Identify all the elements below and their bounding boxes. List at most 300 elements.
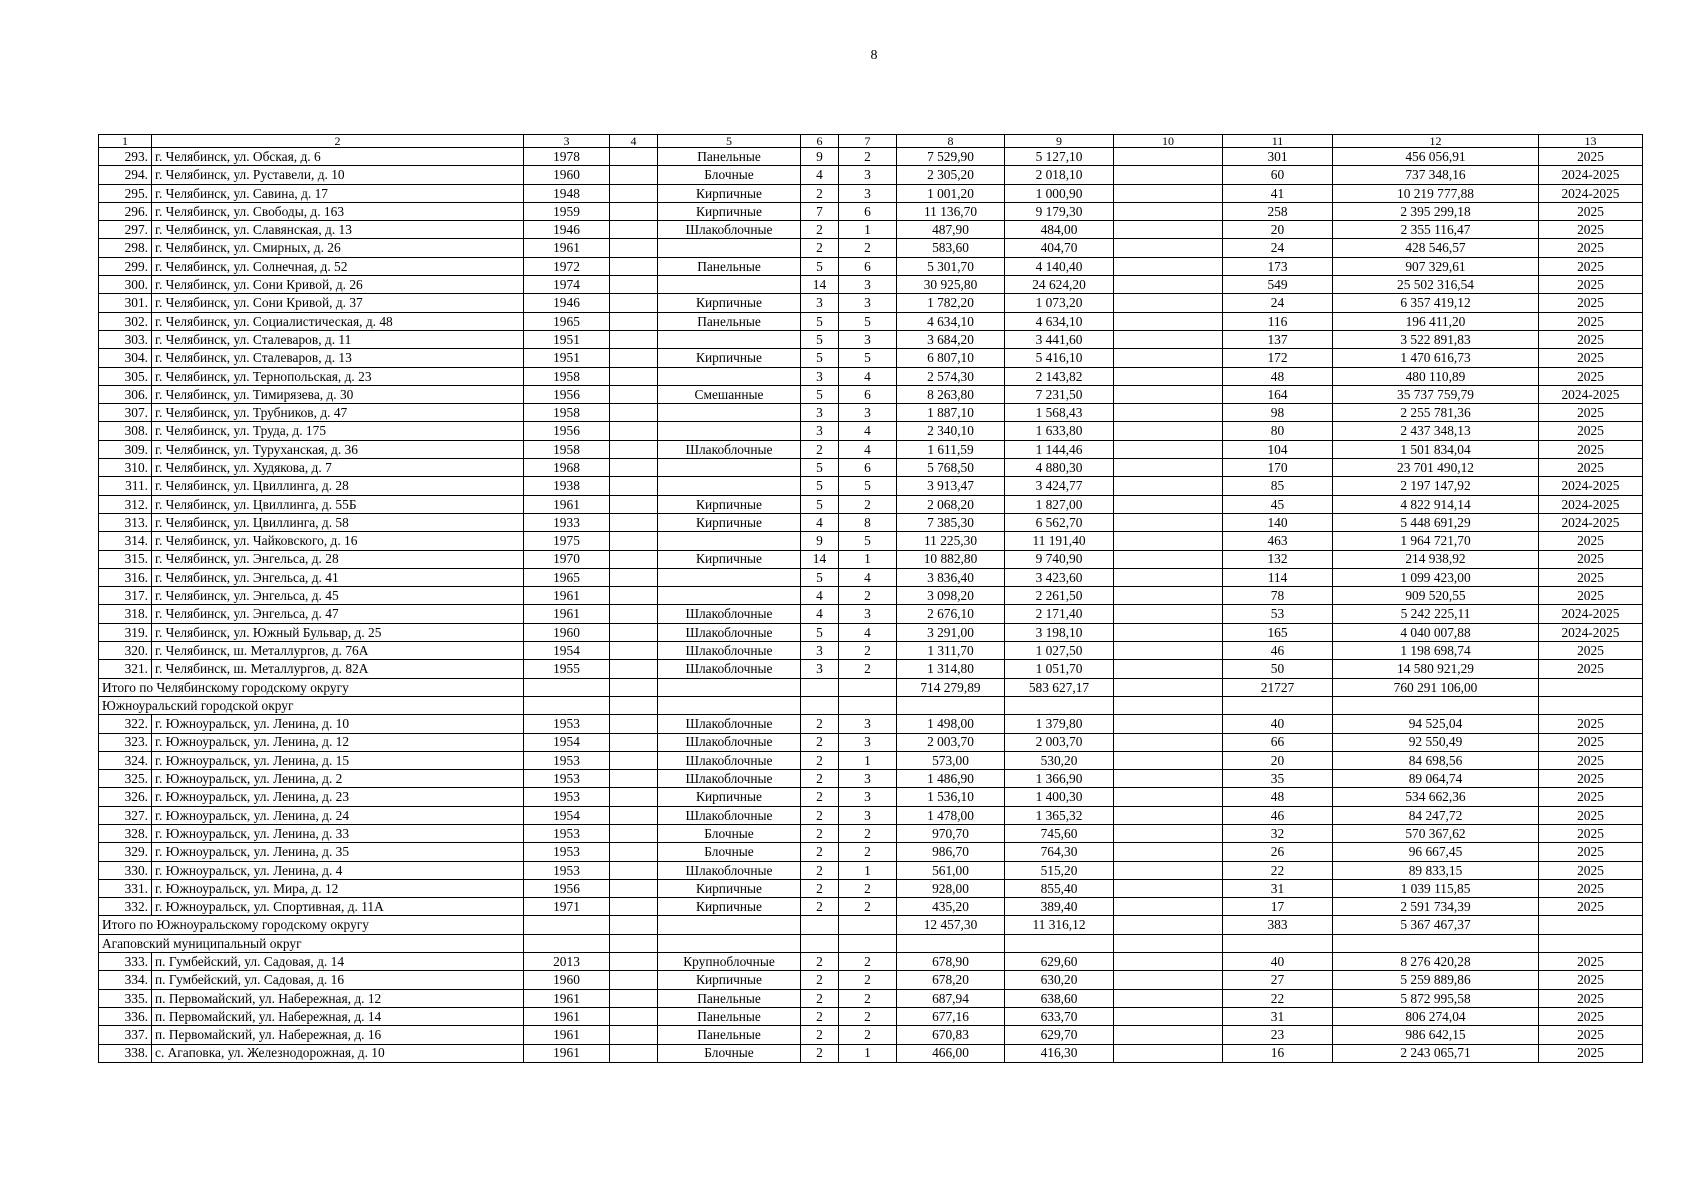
empty-cell: [658, 696, 801, 714]
cell-living-area: 630,20: [1005, 971, 1114, 989]
cell-total-area: 4 634,10: [897, 312, 1005, 330]
cell-entrances: 6: [839, 385, 897, 403]
cell-residents: 24: [1223, 239, 1333, 257]
cell-living-area: 2 018,10: [1005, 166, 1114, 184]
cell-floors: 5: [801, 385, 839, 403]
cell-row-number: 319.: [99, 623, 152, 641]
cell-cost: 1 964 721,70: [1333, 532, 1539, 550]
cell-floors: 2: [801, 843, 839, 861]
cell-col-10: [1114, 184, 1223, 202]
cell-entrances: 3: [839, 184, 897, 202]
cell-row-number: 313.: [99, 513, 152, 531]
table-row: [99, 239, 1643, 257]
cell-living-area: 11 316,12: [1005, 916, 1114, 934]
empty-cell: [1005, 696, 1114, 714]
cell-row-number: 310.: [99, 459, 152, 477]
cell-col-10: [1114, 349, 1223, 367]
cell-address: г. Челябинск, ул. Труда, д. 175: [152, 422, 524, 440]
cell-cost: 2 255 781,36: [1333, 404, 1539, 422]
cell-total-area: 11 136,70: [897, 202, 1005, 220]
cell-floors: 9: [801, 532, 839, 550]
cell-total-area: 6 807,10: [897, 349, 1005, 367]
cell-floors: 5: [801, 330, 839, 348]
cell-cost: 2 243 065,71: [1333, 1044, 1539, 1062]
cell-residents: 41: [1223, 184, 1333, 202]
cell-living-area: 2 003,70: [1005, 733, 1114, 751]
cell-year-built: 1933: [524, 513, 610, 531]
cell-address: г. Южноуральск, ул. Спортивная, д. 11А: [152, 898, 524, 916]
cell-residents: 80: [1223, 422, 1333, 440]
empty-cell: [1114, 696, 1223, 714]
cell-address: г. Челябинск, ул. Социалистическая, д. 48: [152, 312, 524, 330]
cell-year-built: 1953: [524, 715, 610, 733]
cell-living-area: 7 231,50: [1005, 385, 1114, 403]
cell-col-10: [1114, 477, 1223, 495]
cell-entrances: 4: [839, 440, 897, 458]
cell-year-built: 1970: [524, 550, 610, 568]
cell-floors: 2: [801, 898, 839, 916]
cell-wall-material: Кирпичные: [658, 788, 801, 806]
cell-floors: [801, 916, 839, 934]
cell-floors: 5: [801, 257, 839, 275]
cell-col-10: [1114, 404, 1223, 422]
cell-year-built: 1978: [524, 148, 610, 166]
cell-cost: 89 064,74: [1333, 770, 1539, 788]
cell-living-area: 11 191,40: [1005, 532, 1114, 550]
empty-cell: [524, 696, 610, 714]
cell-living-area: 24 624,20: [1005, 276, 1114, 294]
cell-floors: 5: [801, 312, 839, 330]
cell-period: [1539, 678, 1643, 696]
cell-cost: 84 247,72: [1333, 806, 1539, 824]
cell-cost: 92 550,49: [1333, 733, 1539, 751]
cell-period: 2025: [1539, 257, 1643, 275]
empty-cell: [610, 696, 658, 714]
cell-wall-material: [658, 568, 801, 586]
cell-wall-material: Кирпичные: [658, 898, 801, 916]
cell-total-area: 1 486,90: [897, 770, 1005, 788]
cell-row-number: 332.: [99, 898, 152, 916]
cell-living-area: 745,60: [1005, 824, 1114, 842]
cell-row-number: 318.: [99, 605, 152, 623]
cell-residents: 137: [1223, 330, 1333, 348]
cell-address: п. Первомайский, ул. Набережная, д. 16: [152, 1026, 524, 1044]
cell-row-number: 306.: [99, 385, 152, 403]
cell-entrances: 3: [839, 806, 897, 824]
cell-living-area: 9 740,90: [1005, 550, 1114, 568]
cell-row-number: 294.: [99, 166, 152, 184]
cell-floors: 7: [801, 202, 839, 220]
cell-col-10: [1114, 642, 1223, 660]
cell-cost: 428 546,57: [1333, 239, 1539, 257]
cell-col-10: [1114, 276, 1223, 294]
cell-floors: 2: [801, 184, 839, 202]
cell-col-10: [1114, 660, 1223, 678]
total-label: Итого по Южноуральскому городскому округу: [99, 916, 524, 934]
cell-address: г. Челябинск, ул. Сони Кривой, д. 37: [152, 294, 524, 312]
cell-wall-material: [658, 422, 801, 440]
cell-wall-material: Кирпичные: [658, 513, 801, 531]
cell-cost: 94 525,04: [1333, 715, 1539, 733]
cell-col-4: [610, 385, 658, 403]
cell-entrances: 4: [839, 367, 897, 385]
cell-wall-material: Кирпичные: [658, 349, 801, 367]
section-label: Южноуральский городской округ: [99, 696, 524, 714]
table-row: [99, 623, 1643, 641]
cell-living-area: 1 379,80: [1005, 715, 1114, 733]
cell-wall-material: Панельные: [658, 989, 801, 1007]
cell-col-4: [610, 422, 658, 440]
cell-floors: [801, 678, 839, 696]
cell-address: г. Челябинск, ул. Савина, д. 17: [152, 184, 524, 202]
table-row: [99, 642, 1643, 660]
cell-year-built: 1951: [524, 330, 610, 348]
cell-year-built: 1972: [524, 257, 610, 275]
cell-col-10: [1114, 367, 1223, 385]
cell-total-area: 583,60: [897, 239, 1005, 257]
cell-residents: 48: [1223, 788, 1333, 806]
table-row: [99, 459, 1643, 477]
cell-col-10: [1114, 1026, 1223, 1044]
cell-period: 2025: [1539, 843, 1643, 861]
cell-entrances: 2: [839, 989, 897, 1007]
cell-cost: 5 872 995,58: [1333, 989, 1539, 1007]
cell-cost: 5 367 467,37: [1333, 916, 1539, 934]
cell-year-built: 1974: [524, 276, 610, 294]
cell-floors: 2: [801, 770, 839, 788]
cell-floors: 2: [801, 989, 839, 1007]
cell-col-10: [1114, 678, 1223, 696]
cell-col-10: [1114, 459, 1223, 477]
cell-residents: 26: [1223, 843, 1333, 861]
cell-col-4: [610, 916, 658, 934]
cell-address: г. Челябинск, ул. Трубников, д. 47: [152, 404, 524, 422]
cell-floors: 5: [801, 477, 839, 495]
cell-row-number: 304.: [99, 349, 152, 367]
cell-entrances: 3: [839, 276, 897, 294]
cell-col-10: [1114, 312, 1223, 330]
cell-address: г. Челябинск, ул. Туруханская, д. 36: [152, 440, 524, 458]
cell-address: г. Челябинск, ул. Сталеваров, д. 13: [152, 349, 524, 367]
cell-year-built: 1958: [524, 404, 610, 422]
cell-year-built: 1946: [524, 294, 610, 312]
cell-entrances: 1: [839, 550, 897, 568]
cell-total-area: 2 574,30: [897, 367, 1005, 385]
cell-living-area: 1 144,46: [1005, 440, 1114, 458]
cell-total-area: 1 311,70: [897, 642, 1005, 660]
cell-floors: 3: [801, 367, 839, 385]
cell-living-area: 404,70: [1005, 239, 1114, 257]
empty-cell: [1005, 934, 1114, 952]
table-row: [99, 495, 1643, 513]
cell-residents: 22: [1223, 989, 1333, 1007]
cell-period: 2025: [1539, 568, 1643, 586]
empty-cell: [1539, 934, 1643, 952]
cell-residents: 60: [1223, 166, 1333, 184]
cell-wall-material: Шлакоблочные: [658, 605, 801, 623]
cell-col-10: [1114, 605, 1223, 623]
cell-total-area: 30 925,80: [897, 276, 1005, 294]
cell-cost: 480 110,89: [1333, 367, 1539, 385]
cell-living-area: 3 424,77: [1005, 477, 1114, 495]
total-row: [99, 678, 1643, 696]
cell-period: [1539, 916, 1643, 934]
table-row: [99, 202, 1643, 220]
cell-wall-material: Кирпичные: [658, 550, 801, 568]
cell-floors: 3: [801, 422, 839, 440]
cell-col-4: [610, 733, 658, 751]
cell-period: 2025: [1539, 422, 1643, 440]
cell-period: 2025: [1539, 312, 1643, 330]
cell-row-number: 323.: [99, 733, 152, 751]
table-row: [99, 385, 1643, 403]
cell-entrances: 1: [839, 1044, 897, 1062]
cell-entrances: 5: [839, 477, 897, 495]
cell-row-number: 309.: [99, 440, 152, 458]
section-header-row: [99, 696, 1643, 714]
table-row: [99, 953, 1643, 971]
cell-year-built: 1959: [524, 202, 610, 220]
table-body: [99, 148, 1643, 1063]
cell-cost: 214 938,92: [1333, 550, 1539, 568]
page-number: 8: [870, 48, 878, 63]
table-row: [99, 715, 1643, 733]
cell-living-area: 3 198,10: [1005, 623, 1114, 641]
cell-living-area: 1 027,50: [1005, 642, 1114, 660]
cell-col-10: [1114, 953, 1223, 971]
cell-wall-material: [658, 678, 801, 696]
total-label: Итого по Челябинскому городскому округу: [99, 678, 524, 696]
cell-floors: 2: [801, 1026, 839, 1044]
column-header-6: 6: [801, 135, 839, 148]
empty-cell: [1223, 934, 1333, 952]
cell-period: 2025: [1539, 733, 1643, 751]
empty-cell: [897, 934, 1005, 952]
cell-total-area: 3 291,00: [897, 623, 1005, 641]
cell-cost: 1 099 423,00: [1333, 568, 1539, 586]
cell-year-built: 1960: [524, 166, 610, 184]
cell-residents: 27: [1223, 971, 1333, 989]
table-row: [99, 166, 1643, 184]
cell-row-number: 301.: [99, 294, 152, 312]
cell-row-number: 307.: [99, 404, 152, 422]
cell-wall-material: Шлакоблочные: [658, 660, 801, 678]
cell-wall-material: Шлакоблочные: [658, 733, 801, 751]
cell-residents: 48: [1223, 367, 1333, 385]
cell-period: 2025: [1539, 330, 1643, 348]
cell-year-built: 1958: [524, 367, 610, 385]
cell-year-built: 1961: [524, 989, 610, 1007]
cell-wall-material: Блочные: [658, 1044, 801, 1062]
cell-period: 2025: [1539, 715, 1643, 733]
cell-address: г. Челябинск, ш. Металлургов, д. 82А: [152, 660, 524, 678]
cell-living-area: 1 000,90: [1005, 184, 1114, 202]
cell-wall-material: Шлакоблочные: [658, 861, 801, 879]
cell-address: г. Челябинск, ул. Энгельса, д. 47: [152, 605, 524, 623]
cell-entrances: 3: [839, 330, 897, 348]
cell-year-built: 1946: [524, 221, 610, 239]
cell-address: г. Челябинск, ул. Обская, д. 6: [152, 148, 524, 166]
cell-cost: 570 367,62: [1333, 824, 1539, 842]
cell-cost: 1 470 616,73: [1333, 349, 1539, 367]
cell-wall-material: Панельные: [658, 1007, 801, 1025]
cell-entrances: 2: [839, 660, 897, 678]
cell-col-10: [1114, 715, 1223, 733]
cell-floors: 2: [801, 751, 839, 769]
cell-period: 2025: [1539, 148, 1643, 166]
cell-year-built: 1953: [524, 751, 610, 769]
table-row: [99, 989, 1643, 1007]
cell-col-4: [610, 477, 658, 495]
cell-year-built: 1961: [524, 1044, 610, 1062]
cell-floors: 5: [801, 495, 839, 513]
cell-row-number: 302.: [99, 312, 152, 330]
cell-col-4: [610, 239, 658, 257]
cell-year-built: [524, 916, 610, 934]
cell-wall-material: Шлакоблочные: [658, 770, 801, 788]
column-header-5: 5: [658, 135, 801, 148]
cell-residents: 78: [1223, 587, 1333, 605]
cell-col-10: [1114, 623, 1223, 641]
cell-col-4: [610, 1026, 658, 1044]
cell-address: г. Челябинск, ул. Цвиллинга, д. 28: [152, 477, 524, 495]
cell-address: г. Челябинск, ул. Свободы, д. 163: [152, 202, 524, 220]
cell-year-built: 1938: [524, 477, 610, 495]
cell-address: г. Южноуральск, ул. Ленина, д. 33: [152, 824, 524, 842]
cell-address: г. Южноуральск, ул. Ленина, д. 4: [152, 861, 524, 879]
cell-wall-material: [658, 330, 801, 348]
cell-row-number: 337.: [99, 1026, 152, 1044]
cell-year-built: 1954: [524, 642, 610, 660]
cell-cost: 23 701 490,12: [1333, 459, 1539, 477]
cell-col-4: [610, 550, 658, 568]
cell-entrances: 2: [839, 898, 897, 916]
cell-col-10: [1114, 770, 1223, 788]
cell-address: г. Челябинск, ул. Сони Кривой, д. 26: [152, 276, 524, 294]
cell-total-area: 5 768,50: [897, 459, 1005, 477]
cell-residents: 35: [1223, 770, 1333, 788]
cell-col-4: [610, 513, 658, 531]
cell-row-number: 320.: [99, 642, 152, 660]
cell-living-area: 484,00: [1005, 221, 1114, 239]
cell-total-area: 2 305,20: [897, 166, 1005, 184]
cell-entrances: 3: [839, 733, 897, 751]
cell-wall-material: Шлакоблочные: [658, 623, 801, 641]
table-row: [99, 824, 1643, 842]
cell-address: г. Южноуральск, ул. Ленина, д. 35: [152, 843, 524, 861]
cell-col-4: [610, 660, 658, 678]
cell-wall-material: Блочные: [658, 166, 801, 184]
cell-period: 2025: [1539, 879, 1643, 897]
table-row: [99, 587, 1643, 605]
cell-row-number: 312.: [99, 495, 152, 513]
cell-total-area: 670,83: [897, 1026, 1005, 1044]
cell-period: 2025: [1539, 459, 1643, 477]
cell-entrances: 4: [839, 422, 897, 440]
cell-living-area: 6 562,70: [1005, 513, 1114, 531]
cell-entrances: 1: [839, 861, 897, 879]
cell-entrances: 1: [839, 751, 897, 769]
cell-total-area: 970,70: [897, 824, 1005, 842]
cell-total-area: 1 536,10: [897, 788, 1005, 806]
cell-cost: 196 411,20: [1333, 312, 1539, 330]
table-row: [99, 550, 1643, 568]
cell-floors: 2: [801, 824, 839, 842]
cell-address: г. Челябинск, ул. Сталеваров, д. 11: [152, 330, 524, 348]
cell-wall-material: Кирпичные: [658, 202, 801, 220]
cell-year-built: 1971: [524, 898, 610, 916]
cell-row-number: 303.: [99, 330, 152, 348]
cell-col-10: [1114, 239, 1223, 257]
cell-year-built: 1961: [524, 239, 610, 257]
cell-col-4: [610, 294, 658, 312]
table-row: [99, 971, 1643, 989]
cell-cost: 25 502 316,54: [1333, 276, 1539, 294]
cell-cost: 96 667,45: [1333, 843, 1539, 861]
cell-row-number: 333.: [99, 953, 152, 971]
cell-entrances: 6: [839, 459, 897, 477]
cell-row-number: 311.: [99, 477, 152, 495]
cell-residents: 46: [1223, 642, 1333, 660]
cell-total-area: 7 385,30: [897, 513, 1005, 531]
table-row: [99, 312, 1643, 330]
cell-col-4: [610, 953, 658, 971]
cell-col-4: [610, 495, 658, 513]
cell-residents: 463: [1223, 532, 1333, 550]
cell-entrances: 2: [839, 953, 897, 971]
cell-year-built: 1965: [524, 312, 610, 330]
cell-row-number: 314.: [99, 532, 152, 550]
cell-total-area: 435,20: [897, 898, 1005, 916]
table-row: [99, 276, 1643, 294]
empty-cell: [801, 934, 839, 952]
cell-period: 2025: [1539, 1044, 1643, 1062]
cell-wall-material: [658, 587, 801, 605]
cell-residents: 98: [1223, 404, 1333, 422]
cell-residents: 66: [1223, 733, 1333, 751]
cell-total-area: 10 882,80: [897, 550, 1005, 568]
cell-col-4: [610, 989, 658, 1007]
cell-floors: 2: [801, 879, 839, 897]
cell-row-number: 325.: [99, 770, 152, 788]
column-number-header-row: [99, 135, 1643, 148]
cell-entrances: 2: [839, 843, 897, 861]
cell-year-built: 1951: [524, 349, 610, 367]
cell-address: г. Челябинск, ул. Южный Бульвар, д. 25: [152, 623, 524, 641]
cell-entrances: 2: [839, 239, 897, 257]
cell-year-built: 1953: [524, 770, 610, 788]
cell-floors: 5: [801, 568, 839, 586]
cell-col-4: [610, 605, 658, 623]
cell-entrances: 2: [839, 1007, 897, 1025]
table-row: [99, 898, 1643, 916]
column-header-2: 2: [152, 135, 524, 148]
cell-period: 2025: [1539, 660, 1643, 678]
cell-row-number: 305.: [99, 367, 152, 385]
cell-address: г. Челябинск, ул. Чайковского, д. 16: [152, 532, 524, 550]
cell-period: 2025: [1539, 294, 1643, 312]
cell-living-area: 416,30: [1005, 1044, 1114, 1062]
cell-year-built: 1960: [524, 971, 610, 989]
cell-year-built: 1956: [524, 879, 610, 897]
cell-living-area: 855,40: [1005, 879, 1114, 897]
cell-row-number: 338.: [99, 1044, 152, 1062]
cell-residents: 20: [1223, 221, 1333, 239]
cell-address: г. Южноуральск, ул. Ленина, д. 10: [152, 715, 524, 733]
cell-col-4: [610, 1044, 658, 1062]
cell-total-area: 3 098,20: [897, 587, 1005, 605]
cell-col-10: [1114, 330, 1223, 348]
